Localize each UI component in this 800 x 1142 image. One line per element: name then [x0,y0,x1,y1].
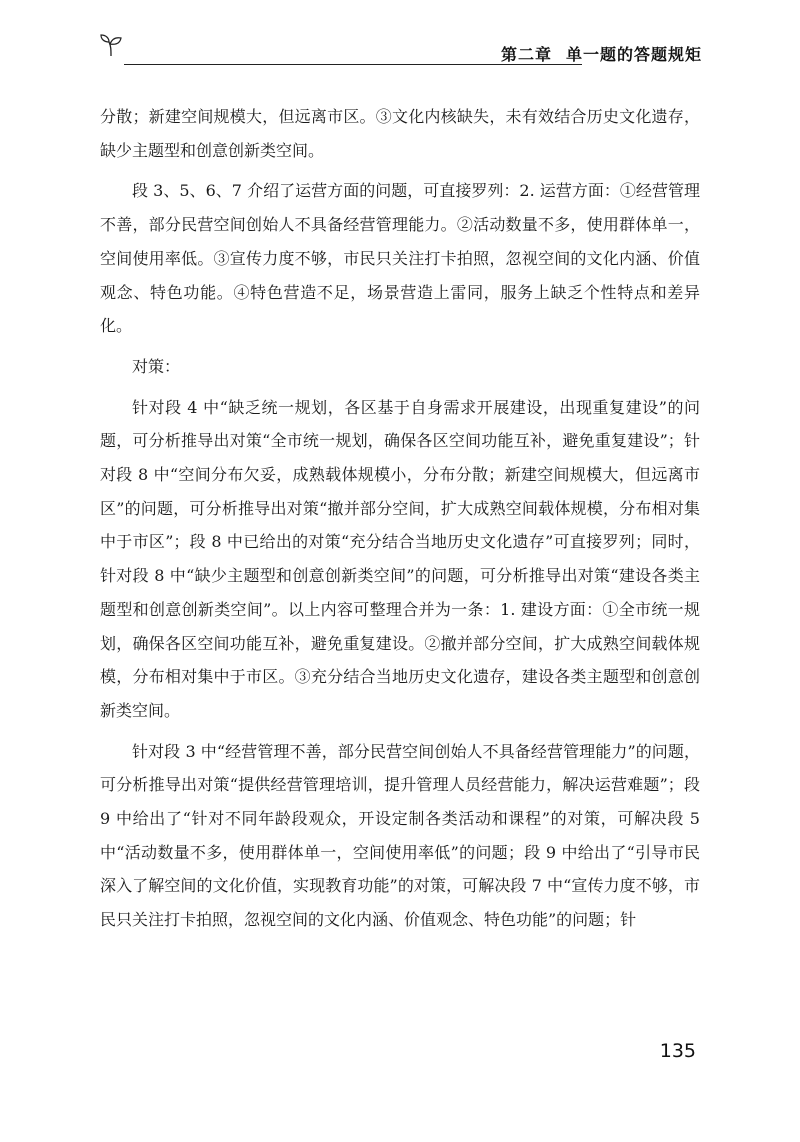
page-header [98,30,702,70]
chapter-title: 单一题的答题规矩 [565,45,702,64]
paragraph-construction-measures: 针对段 4 中“缺乏统一规划，各区基于自身需求开展建设，出现重复建设”的问题，可分析推导出对策“全市统一规划，确保各区空间功能互补，避免重复建设”；针对段 8 中“空间分布欠妥，成熟载体规模小，分布分散；新建空间规模大，但远离市区”的问题，可分析推导出对策“撤并部分空间，扩大成熟空间载体规模，分布相对集中于市区”；段 8 中已给出的对策“充分结合当地历史文化遗存”可直接罗列；同时，针对段 8 中“缺少主题型和创意创新类空间”的问题，可分析推导出对策“建设各类主题型和创意创新类空间”。以上内容可整理合并为一条：1. 建设方面：①全市统一规划，确保各区空间功能互补，避免重复建设。②撤并部分空间，扩大成熟空间载体规模，分布相对集中于市区。③充分结合当地历史文化遗存，建设各类主题型和创意创新类空间。 [100,397,700,720]
sprout-icon [98,32,124,58]
paragraph-countermeasures-heading: 对策： [132,356,181,376]
paragraph-operation-measures: 针对段 3 中“经营管理不善，部分民营空间创始人不具备经营管理能力”的问题，可分析推导出对策“提供经营管理培训，提升管理人员经营能力，解决运营难题”；段 9 中给出了“针对不同年龄段观众，开设定制各类活动和课程”的对策，可解决段 5 中“活动数量不多，使用群体单一，空间使用率低”的问题；段 9 中给出了“引导市民深入了解空间的文化价值，实现教育功能”的对策，可解决段 7 中“宣传力度不够，市民只关注打卡拍照，忽视空间的文化内涵、价值观念、特色功能”的问题；针 [100,741,700,930]
page-number: 135 [659,1040,696,1062]
paragraph-continued: 分散；新建空间规模大，但远离市区。③文化内核缺失，未有效结合历史文化遗存，缺少主题型和创意创新类空间。 [100,107,700,160]
paragraph-operations: 段 3、5、6、7 介绍了运营方面的问题，可直接罗列：2. 运营方面：①经营管理不善，部分民营空间创始人不具备经营管理能力。②活动数量不多，使用群体单一，空间使用率低。③宣传力度不够，市民只关注打卡拍照，忽视空间的文化内涵、价值观念、特色功能。④特色营造不足，场景营造上雷同，服务上缺乏个性特点和差异化。 [100,181,700,336]
chapter-label: 第二章 [500,45,552,64]
body-text [100,100,700,937]
chapter-heading [501,42,702,65]
